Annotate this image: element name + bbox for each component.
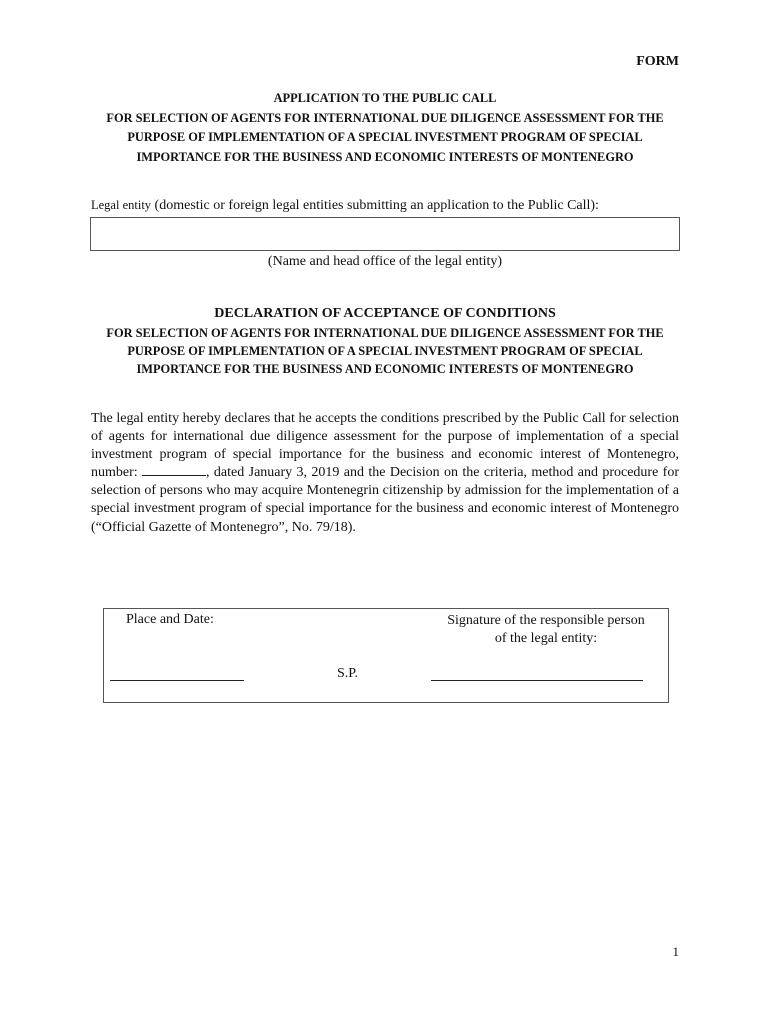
place-date-label: Place and Date: xyxy=(126,612,214,627)
seal-label: S.P. xyxy=(337,666,359,681)
signature-label-line: of the legal entity: xyxy=(494,631,598,646)
form-label: FORM xyxy=(636,54,679,69)
legal-entity-label xyxy=(91,198,691,214)
declaration-subtitle-line: IMPORTANCE FOR THE BUSINESS AND ECONOMIC INTERESTS OF MONTENEGRO xyxy=(136,362,634,376)
signature-label xyxy=(426,612,666,648)
declaration-subtitle xyxy=(60,324,710,378)
signature-box xyxy=(103,608,669,703)
signature-label-line: Signature of the responsible person xyxy=(447,613,645,628)
application-heading xyxy=(60,89,710,168)
legal-entity-label-lead: Legal entity xyxy=(91,198,152,212)
declaration-body-part: The legal entity hereby declares that he accepts the conditions prescribed by the Public Call for selection of agents for international due diligence assessment for the purpose of implementation of a special investment program of special importance for the business and economic interest of Montenegro, number: xyxy=(91,411,679,481)
legal-entity-caption: (Name and head office of the legal entity) xyxy=(267,254,503,269)
heading-line: FOR SELECTION OF AGENTS FOR INTERNATIONAL DUE DILIGENCE ASSESSMENT FOR THE xyxy=(106,110,664,125)
declaration-subtitle-line: FOR SELECTION OF AGENTS FOR INTERNATIONAL DUE DILIGENCE ASSESSMENT FOR THE xyxy=(106,326,664,340)
heading-line: APPLICATION TO THE PUBLIC CALL xyxy=(273,91,497,105)
legal-entity-field[interactable] xyxy=(90,217,680,251)
declaration-body-part: , dated January 3, 2019 and the Decision on the criteria, method and procedure for selection of persons who may acquire Montenegrin citizenship by admission for the implementation of a special investment program of special importance for the business and economic interest of Montenegro (“Official Gazette of Montenegro”, No. 79/18). xyxy=(91,465,679,535)
number-blank-field[interactable] xyxy=(142,464,206,476)
page-number: 1 xyxy=(672,944,679,959)
declaration-body xyxy=(91,410,679,537)
place-date-field[interactable] xyxy=(110,680,244,681)
declaration-subtitle-line: PURPOSE OF IMPLEMENTATION OF A SPECIAL INVESTMENT PROGRAM OF SPECIAL xyxy=(127,344,643,358)
heading-line: IMPORTANCE FOR THE BUSINESS AND ECONOMIC INTERESTS OF MONTENEGRO xyxy=(136,150,634,165)
heading-line: PURPOSE OF IMPLEMENTATION OF A SPECIAL INVESTMENT PROGRAM OF SPECIAL xyxy=(127,130,643,145)
declaration-title: DECLARATION OF ACCEPTANCE OF CONDITIONS xyxy=(214,306,556,321)
legal-entity-label-note: (domestic or foreign legal entities submitting an application to the Public Call): xyxy=(154,198,599,213)
signature-field[interactable] xyxy=(431,680,643,681)
